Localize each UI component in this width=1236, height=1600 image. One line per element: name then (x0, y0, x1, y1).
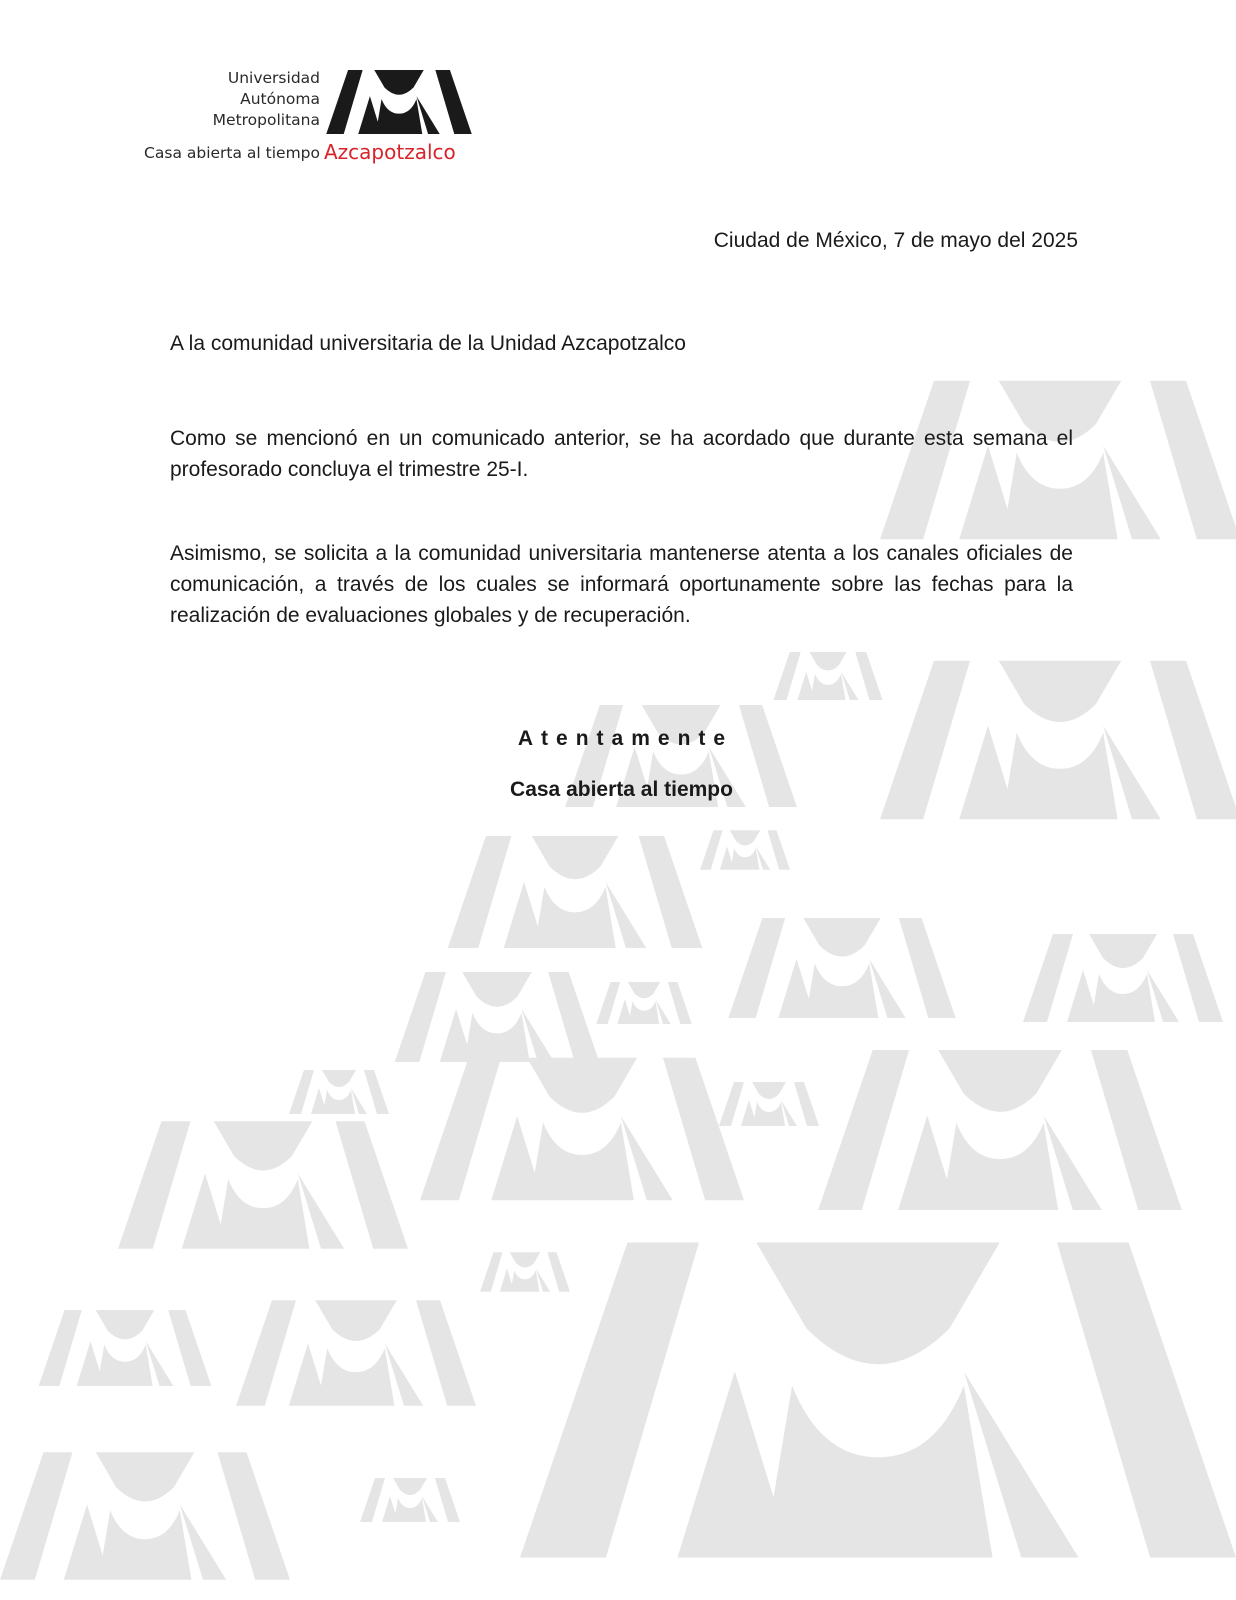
watermark-logo-icon (118, 1110, 408, 1260)
institution-header (110, 66, 480, 176)
institution-line-2: Autónoma (240, 90, 320, 108)
watermark-logo-icon (420, 1050, 744, 1208)
letter-addressee: A la comunidad universitaria de la Unidad Azcapotzalco (170, 332, 686, 355)
campus-name: Azcapotzalco (324, 140, 456, 164)
institution-name (213, 68, 320, 131)
watermark-logo-icon (520, 1200, 1236, 1600)
watermark-logo-icon (700, 830, 790, 870)
letter-date: Ciudad de México, 7 de mayo del 2025 (713, 229, 1078, 252)
watermark-logo-icon (1010, 934, 1236, 1022)
letter-closing-motto: Casa abierta al tiempo (510, 778, 733, 801)
letter-paragraph-2: Asimismo, se solicita a la comunidad universitaria mantenerse atenta a los canales oficiales de comunicación, a través de los cuales se informará oportunamente sobre las fechas para la realización de evaluaciones globales y de recuperación. (170, 542, 1073, 627)
watermark-logo-icon (444, 836, 706, 948)
watermark-logo-icon (720, 918, 964, 1018)
watermark-logo-icon (286, 1070, 392, 1114)
institution-line-3: Metropolitana (212, 111, 320, 129)
watermark-logo-icon (236, 1298, 476, 1408)
institution-line-1: Universidad (227, 69, 320, 87)
watermark-logo-icon (30, 1310, 220, 1386)
watermark-logo-icon (596, 982, 692, 1024)
uam-logo-icon (325, 70, 473, 134)
watermark-logo-icon (0, 1432, 290, 1600)
watermark-logo-icon (392, 972, 602, 1062)
letter-paragraph-1: Como se mencionó en un comunicado anterior, se ha acordado que durante esta semana el profesorado concluya el trimestre 25-I. (170, 427, 1073, 481)
watermark-logo-icon (800, 1050, 1200, 1210)
watermark-logo-icon (770, 652, 886, 700)
watermark-logo-icon (356, 1478, 464, 1522)
header-motto: Casa abierta al tiempo (144, 144, 320, 162)
letter-closing: Atentamente (517, 727, 734, 750)
